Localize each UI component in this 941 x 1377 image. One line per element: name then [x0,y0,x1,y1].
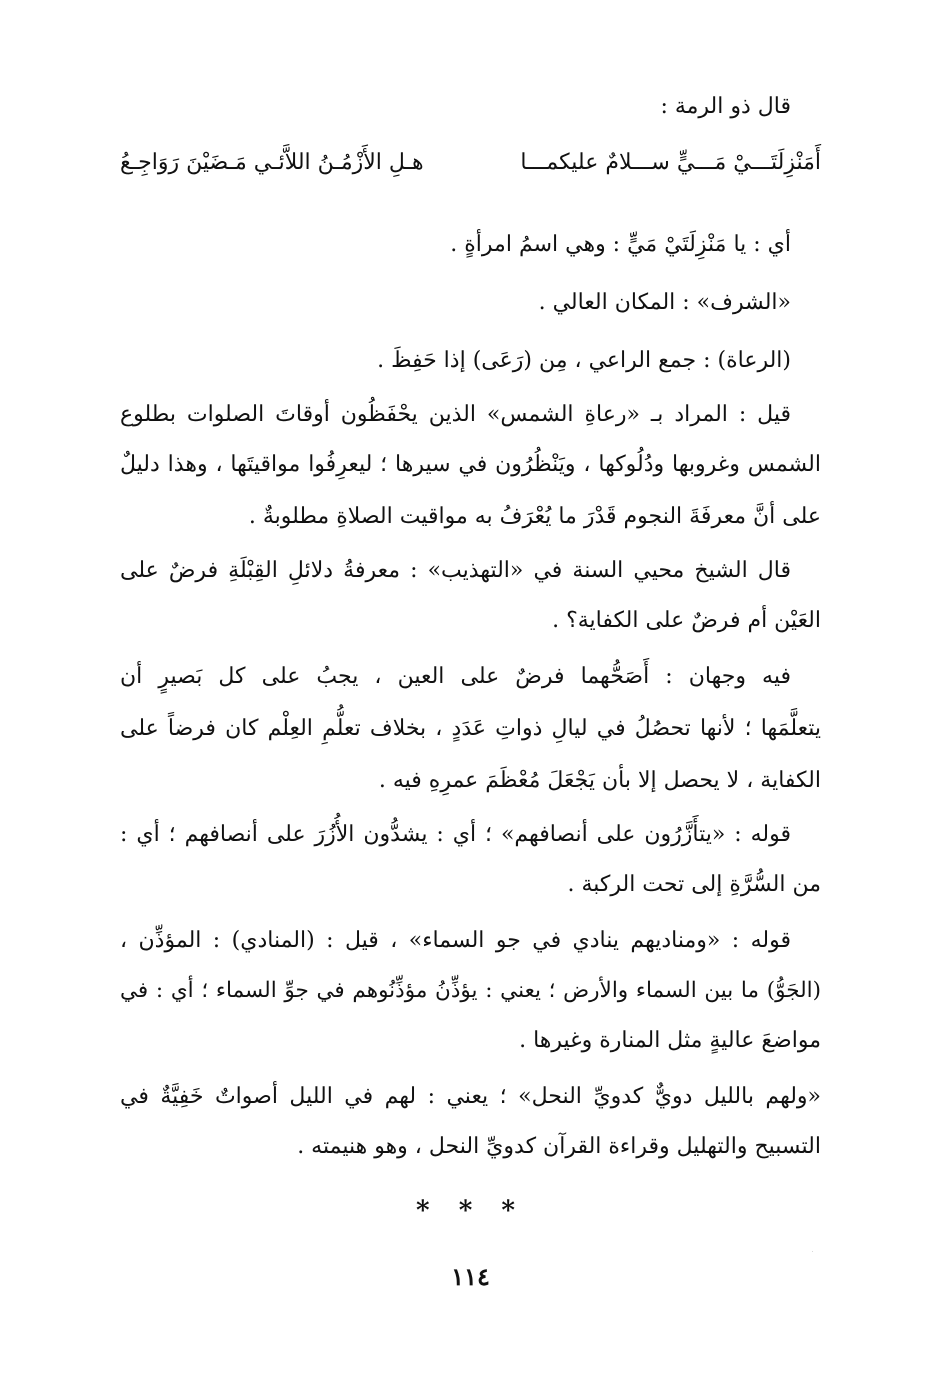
page-number: ١١٤ [451,1262,490,1291]
verse-first-hemistich: أَمَنْزِلَتَـــيْ مَـــيٍّ ســـلامٌ عليكمـــا [520,150,821,175]
paragraph-line: قال الشيخ محيي السنة في «التهذيب» : معرفةُ دلائلِ القِبْلَةِ فرضٌ على [120,558,791,583]
paragraph-line: التسبيح والتهليل وقراءة القرآن كدويِّ النحل ، وهو هنيمته . [297,1134,821,1159]
verse-intro: قال ذو الرمة : [660,94,791,119]
paragraph-line: العَيْن أم فرضٌ على الكفاية؟ . [552,608,821,633]
paragraph-line: «ولهم بالليل دويٌّ كدويِّ النحل» ؛ يعني : لهم في الليل أصواتٌ خَفِيَّةٌ في [120,1084,821,1109]
paragraph-line: (الجَوُّ) ما بين السماء والأرض ؛ يعني : يؤذِّنُ مؤذِّنُوهم في جوِّ السماء ؛ أي : في [120,978,821,1003]
paragraph-line: الكفاية ، لا يحصل إلا بأن يَجْعَلَ مُعْظَمَ عمرِهِ فيه . [378,768,821,793]
paragraph-line: قيل : المراد بـ «رعاةِ الشمس» الذين يحْفَظُون أوقاتَ الصلوات بطلوع [120,402,791,427]
paragraph-line: قوله : «يتأَزَّرُون على أنصافهم» ؛ أي : يشدُّون الأُزُرَ على أنصافهم ؛ أي : [120,822,791,847]
paragraph-line: على أنَّ معرفَةَ النجوم قَدْرَ ما يُعْرَفُ به مواقيت الصلاةِ مطلوبةٌ . [248,504,821,529]
paragraph-line: قوله : «ومناديهم ينادي في جو السماء» ، قيل : (المنادي) : المؤذِّن ، [120,928,791,953]
paragraph-line: فيه وجهان : أَصَحُّهما فرضٌ على العين ، يجبُ على كل بَصيرٍ أن [120,664,791,689]
paragraph-line: من السُّرَّةِ إلى تحت الركبة . [567,872,821,897]
section-separator: * * * [416,1196,525,1226]
paragraph-line: أي : يا مَنْزِلَتَيْ مَيٍّ : وهي اسمُ امرأةٍ . [450,232,791,257]
paragraph-line: «الشرف» : المكان العالي . [538,290,791,315]
paragraph-line: مواضعَ عاليةٍ مثل المنارة وغيرها . [519,1028,821,1053]
paragraph-line: يتعلَّمَها ؛ لأنها تحصُلُ في ليالِ ذواتِ عَدَدٍ ، بخلاف تعلُّمِ العِلْم كان فرضاً على [120,716,821,741]
scan-mark [812,1251,813,1252]
verse-second-hemistich: هـلِ الأَزْمُـنُ اللاَّئـي مَـضَيْنَ رَوَاجِـعُ [120,150,424,175]
paragraph-line: الشمس وغروبها ودُلُوكها ، ويَنْظُرُون في سيرها ؛ ليعرِفُوا مواقيتَها ، وهذا دليلٌ [120,452,821,477]
paragraph-line: (الرعاة) : جمع الراعي ، مِن (رَعَى) إذا حَفِظَ . [377,348,791,373]
